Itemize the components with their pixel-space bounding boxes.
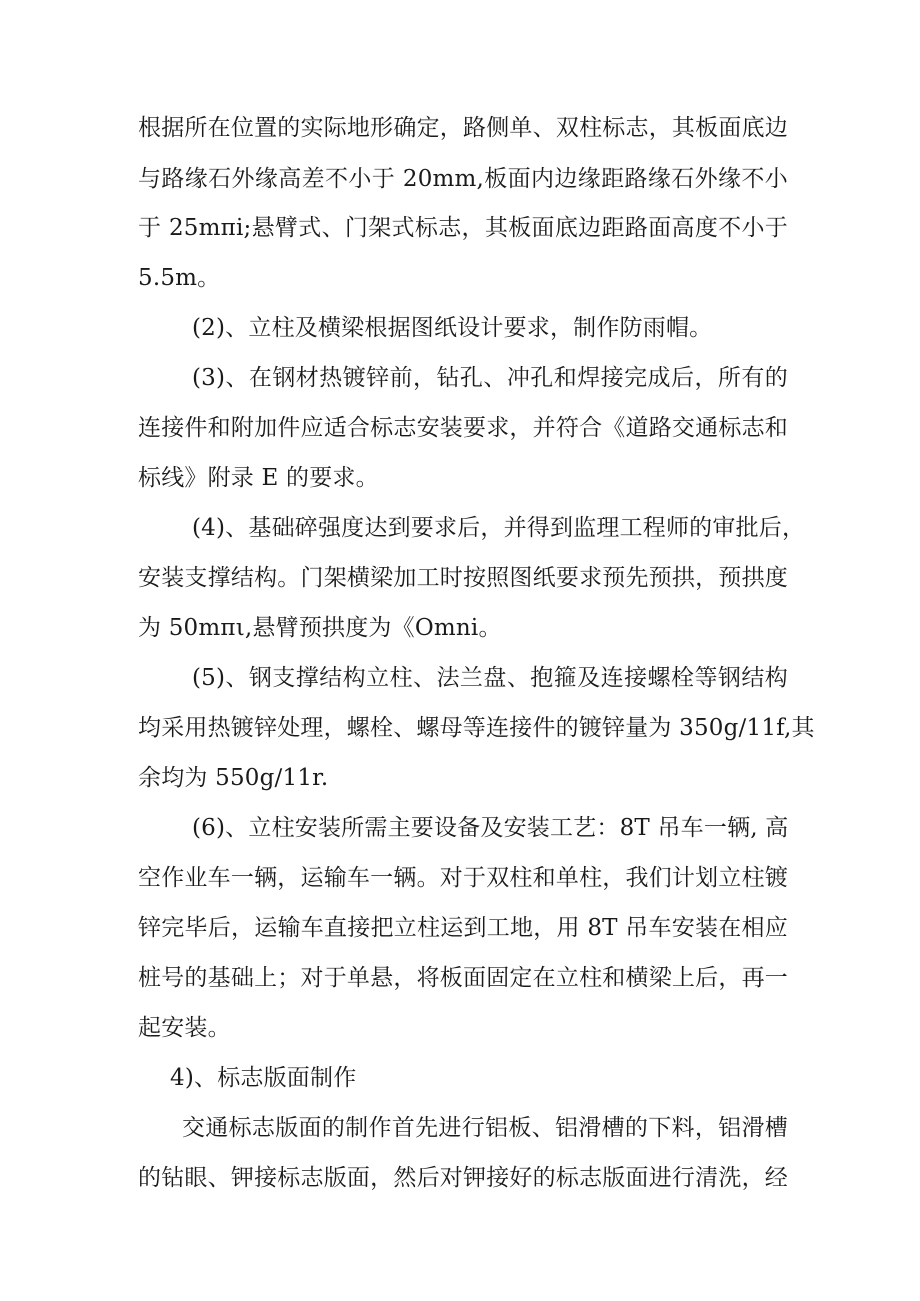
paragraph-line: 根据所在位置的实际地形确定，路侧单、双柱标志，其板面底边: [138, 115, 788, 141]
section-heading: 4)、标志版面制作: [170, 1065, 357, 1091]
paragraph-line: (2)、立柱及横梁根据图纸设计要求，制作防雨帽。: [192, 315, 713, 341]
paragraph-line: (6)、立柱安装所需主要设备及安装工艺：8T 吊车一辆, 高: [192, 815, 789, 841]
paragraph-line: 空作业车一辆，运输车一辆。对于双柱和单柱，我们计划立柱镀: [138, 865, 788, 891]
paragraph-line: 为 50mπι,悬臂预拱度为《Omni。: [138, 615, 502, 641]
paragraph-line: 起安装。: [138, 1015, 231, 1041]
paragraph-line: 5.5m。: [138, 265, 221, 291]
paragraph-line: 桩号的基础上；对于单悬，将板面固定在立柱和横梁上后，再一: [138, 965, 788, 991]
paragraph-line: (5)、钢支撑结构立柱、法兰盘、抱箍及连接螺栓等钢结构: [192, 665, 788, 691]
paragraph-line: 均采用热镀锌处理，螺栓、螺母等连接件的镀锌量为 350g∕11f,其: [138, 715, 815, 741]
paragraph-line: 安装支撑结构。门架横梁加工时按照图纸要求预先预拱，预拱度: [138, 565, 788, 591]
paragraph-line: 与路缘石外缘高差不小于 20mm,板面内边缘距路缘石外缘不小: [138, 166, 788, 192]
paragraph-line: 连接件和附加件应适合标志安装要求，并符合《道路交通标志和: [138, 415, 788, 441]
paragraph-line: 余均为 550g∕11r.: [138, 765, 329, 791]
paragraph-line: 锌完毕后，运输车直接把立柱运到工地，用 8T 吊车安装在相应: [138, 915, 788, 941]
paragraph-line: 于 25mπi;悬臂式、门架式标志，其板面底边距路面高度不小于: [138, 215, 788, 241]
paragraph-line: (4)、基础碎强度达到要求后，并得到监理工程师的审批后，: [192, 515, 806, 541]
paragraph-line: 的钻眼、钾接标志版面，然后对钾接好的标志版面进行清洗，经: [138, 1165, 788, 1191]
paragraph-line: 交通标志版面的制作首先进行铝板、铝滑槽的下料，铝滑槽: [182, 1115, 788, 1141]
paragraph-line: (3)、在钢材热镀锌前，钻孔、冲孔和焊接完成后，所有的: [192, 365, 788, 391]
paragraph-line: 标线》附录 E 的要求。: [138, 465, 379, 491]
